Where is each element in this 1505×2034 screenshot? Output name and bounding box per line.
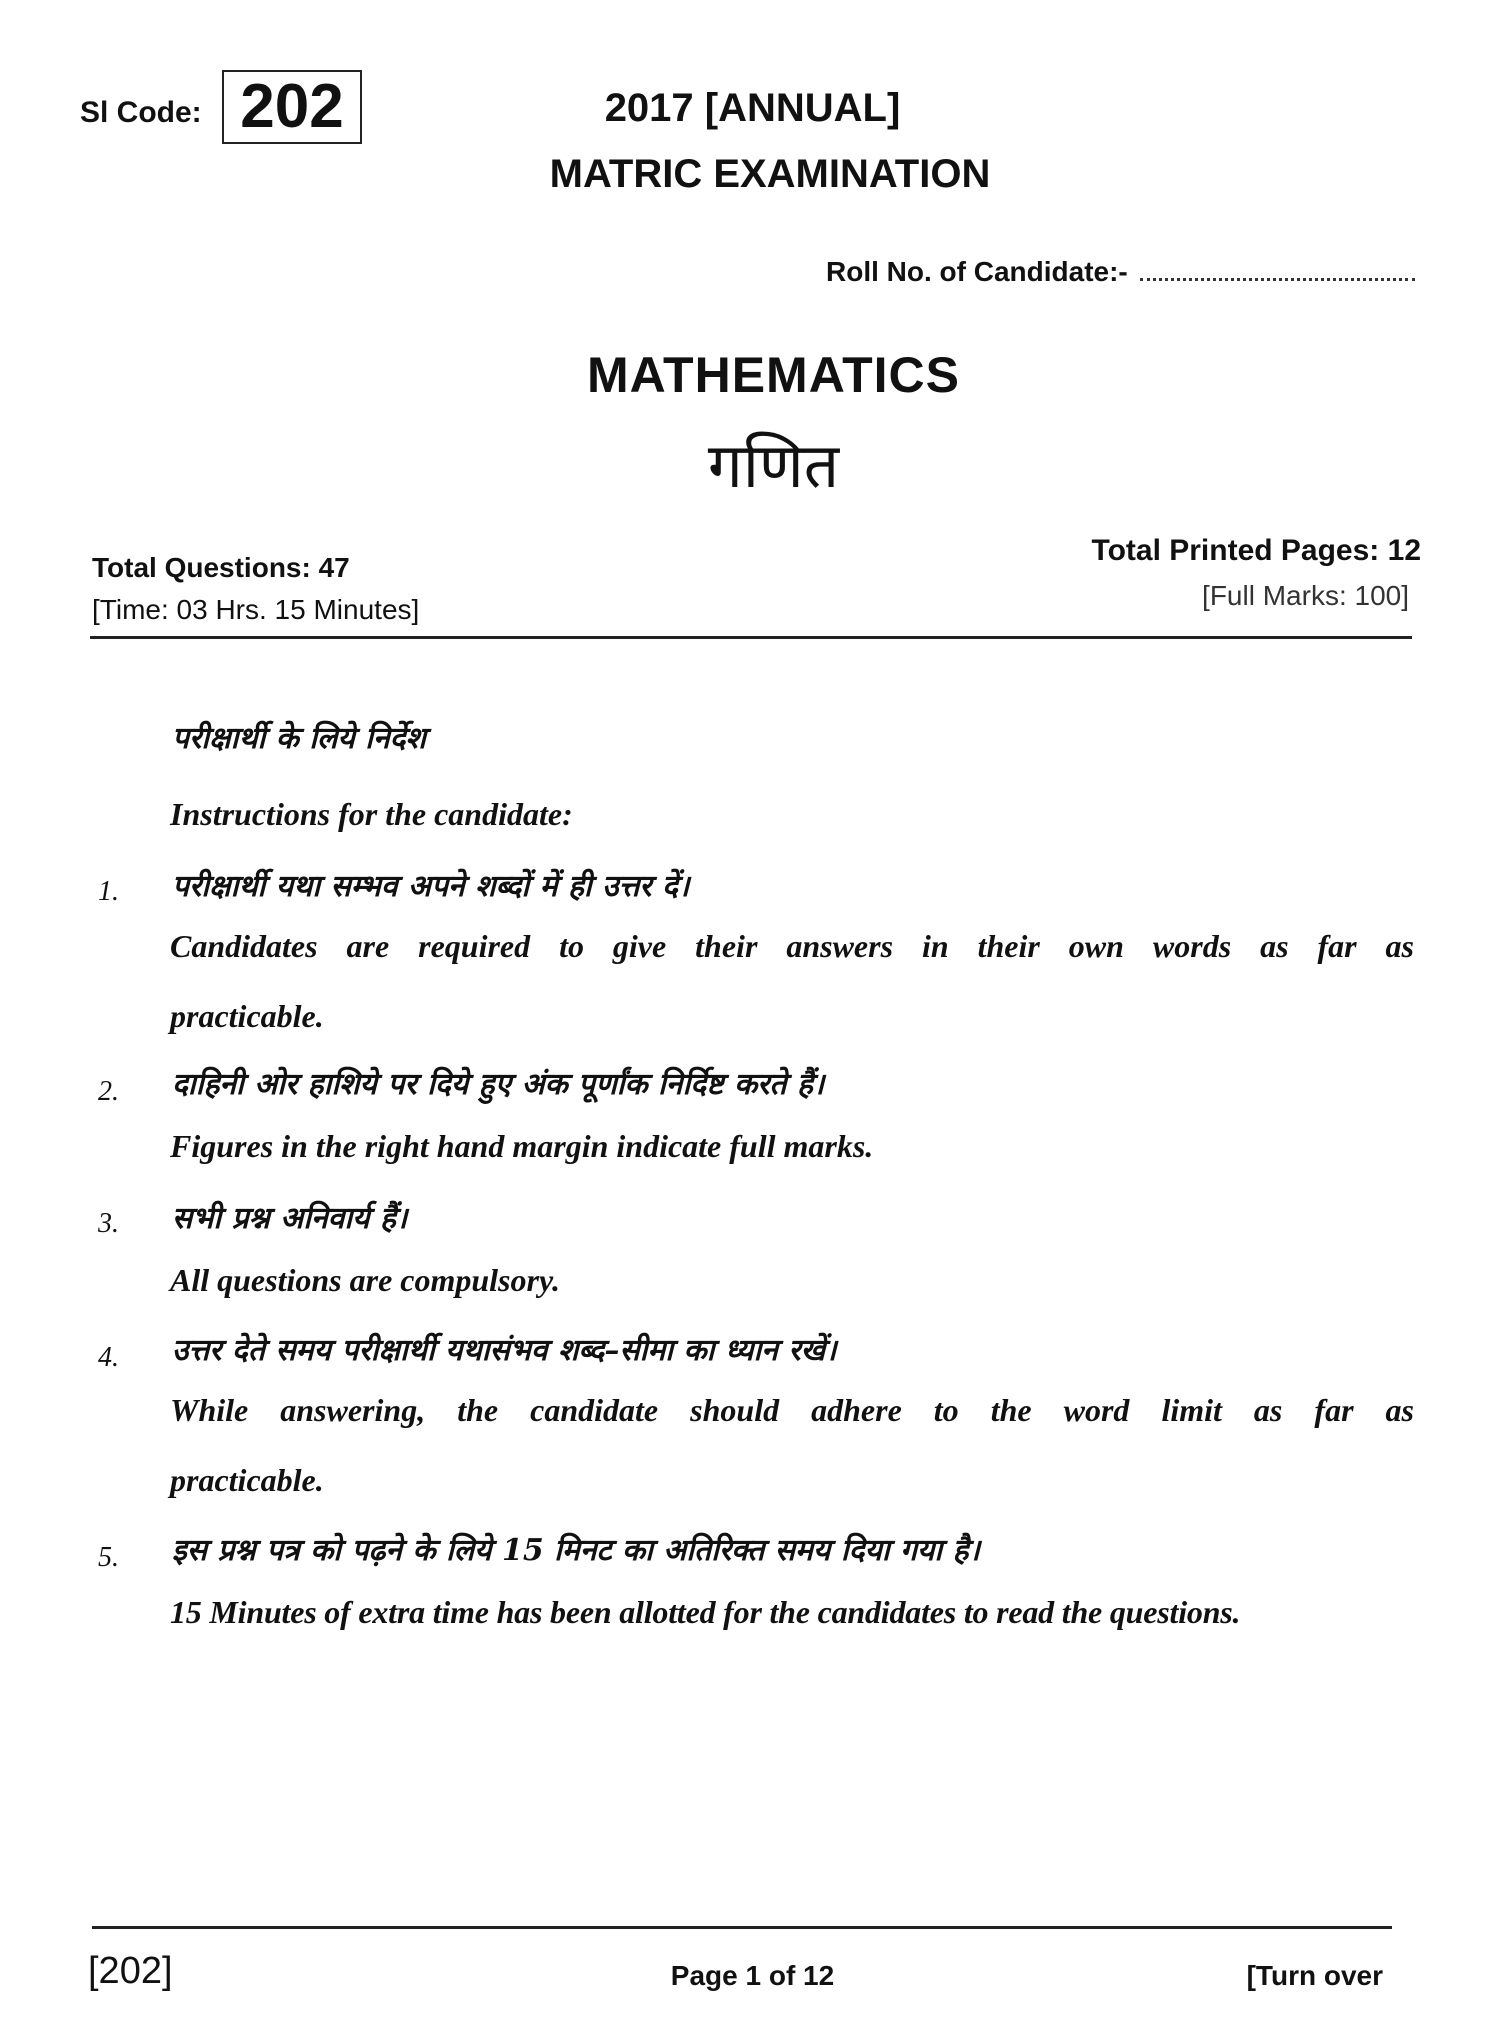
instruction-number: 2. <box>98 1076 119 1107</box>
instruction-number: 4. <box>98 1342 119 1373</box>
exam-title: MATRIC EXAMINATION <box>549 152 991 196</box>
instruction-number: 3. <box>98 1208 119 1239</box>
instruction-hindi: दाहिनी ओर हाशिये पर दिये हुए अंक पूर्णांक निर्दिष्ट करते हैं। <box>172 1067 825 1102</box>
instruction-english: Figures in the right hand margin indicate full marks. <box>170 1128 874 1164</box>
instruction-number: 1. <box>98 876 119 907</box>
instruction-english: While answering, the candidate should adhere to the word limit as far as <box>170 1392 1414 1428</box>
page-number: Page 1 of 12 <box>670 1960 835 1991</box>
instructions-heading: Instructions for the candidate: <box>170 796 573 832</box>
instruction-number: 5. <box>98 1542 119 1573</box>
sl-code-label: Sl Code: <box>80 96 202 129</box>
instruction-hindi: इस प्रश्न पत्र को पढ़ने के लिये 15 मिनट का अतिरिक्त समय दिया गया है। <box>172 1533 980 1568</box>
instruction-hindi: सभी प्रश्न अनिवार्य हैं। <box>172 1201 408 1236</box>
instruction-english: Candidates are required to give their answers in their own words as far as <box>170 928 1414 964</box>
instruction-hindi: परीक्षार्थी यथा सम्भव अपने शब्दों में ही उत्तर दें। <box>172 869 690 904</box>
roll-number-blank <box>1140 264 1415 281</box>
subject-title: MATHEMATICS <box>587 347 960 403</box>
footer-divider <box>92 1926 1392 1929</box>
exam-year: 2017 [ANNUAL] <box>604 86 901 130</box>
instruction-hindi: उत्तर देते समय परीक्षार्थी यथासंभव शब्द–सीमा का ध्यान रखें। <box>172 1333 837 1368</box>
turn-over-note: [Turn over <box>1246 1960 1383 1991</box>
total-questions: Total Questions: 47 <box>92 552 350 583</box>
header-divider <box>90 636 1412 639</box>
roll-number-label: Roll No. of Candidate:- <box>826 256 1128 287</box>
time-allowed: [Time: 03 Hrs. 15 Minutes] <box>92 594 420 625</box>
total-printed-pages: Total Printed Pages: 12 <box>1091 534 1421 567</box>
footer-code: [202] <box>88 1950 173 1992</box>
instructions-heading-hindi: परीक्षार्थी के लिये निर्देश <box>172 721 426 756</box>
instruction-english: All questions are compulsory. <box>170 1262 560 1298</box>
instruction-english-continued: practicable. <box>170 998 324 1034</box>
subject-title-hindi: गणित <box>707 429 840 502</box>
instruction-english: 15 Minutes of extra time has been allotted for the candidates to read the questions. <box>170 1594 1241 1630</box>
instruction-english-continued: practicable. <box>170 1462 324 1498</box>
full-marks: [Full Marks: 100] <box>1202 580 1409 611</box>
sl-code-value: 202 <box>222 70 362 144</box>
